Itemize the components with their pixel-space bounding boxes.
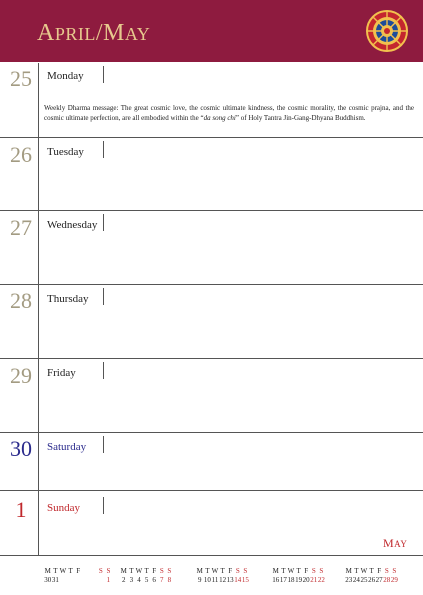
divider: [0, 358, 423, 359]
weekday-label: F: [377, 567, 382, 575]
dharma-wheel-icon: [365, 9, 409, 53]
date-number: 30: [10, 436, 32, 461]
calendar-date: 24: [352, 576, 360, 584]
calendar-date: [74, 576, 82, 585]
weekday-label: W: [135, 567, 143, 575]
calendar-date: 25: [360, 576, 368, 584]
calendar-date: 6: [152, 576, 156, 584]
calendar-date: 18: [287, 576, 295, 584]
date-number: 1: [15, 497, 27, 522]
mini-calendar-week: [272, 567, 325, 585]
weekday-label: T: [281, 567, 286, 575]
calendar-date: 5: [144, 576, 149, 584]
weekday-label: W: [59, 567, 67, 575]
divider: [0, 432, 423, 433]
calendar-date: 3: [129, 576, 134, 584]
divider: [38, 285, 39, 358]
weekday-label: S: [384, 567, 389, 575]
divider: [38, 63, 39, 137]
mini-calendar-title: MAY: [383, 536, 408, 550]
weekday-label: S: [98, 567, 103, 575]
weekday-label: T: [296, 567, 301, 575]
weekday-label: T: [129, 567, 134, 575]
calendar-date: 13: [226, 576, 234, 584]
weekday-label: T: [354, 567, 359, 575]
weekday-label: T: [144, 567, 149, 575]
header-bar: [0, 0, 423, 62]
weekday-label: M: [345, 567, 352, 575]
calendar-date: 21: [310, 576, 318, 584]
weekday-label: M: [196, 567, 203, 575]
calendar-date: 20: [302, 576, 310, 584]
date-number: 28: [10, 288, 32, 313]
weekday-label: T: [369, 567, 374, 575]
divider: [103, 362, 104, 379]
weekday-label: F: [228, 567, 233, 575]
page-title: APRIL/MAY: [37, 20, 151, 46]
divider: [38, 211, 39, 284]
divider: [38, 359, 39, 432]
divider: [38, 491, 39, 555]
date-number: 25: [10, 66, 32, 91]
calendar-date: [67, 576, 75, 585]
mini-calendar-week: [196, 567, 249, 585]
divider: [0, 210, 423, 211]
weekday-label: M: [120, 567, 127, 575]
weekly-message: Weekly Dharma message: The great cosmic love, the cosmic ultimate kindness, the cosmic morality, the cosmic prajna, and the cosmic ultimate perfection, are all embodied within the “da song chi” of Holy Tantra Jin-Gang-Dhyana Buddhism.: [44, 104, 414, 122]
weekday-label: W: [211, 567, 219, 575]
weekday-label: W: [287, 567, 295, 575]
date-number: 27: [10, 215, 32, 240]
calendar-date: 11: [211, 576, 219, 584]
weekday-label: S: [167, 567, 172, 575]
calendar-date: 2: [122, 576, 126, 584]
divider: [103, 288, 104, 305]
calendar-date: 23: [345, 576, 353, 584]
weekday-label: S: [243, 567, 248, 575]
mini-calendar-week: [120, 567, 173, 585]
weekday-label: S: [319, 567, 324, 575]
calendar-date: 7: [160, 576, 164, 584]
divider: [38, 433, 39, 490]
divider: [0, 490, 423, 491]
weekday-label: S: [159, 567, 164, 575]
divider: [0, 137, 423, 138]
calendar-date: 17: [279, 576, 287, 584]
calendar-date: 12: [219, 576, 227, 584]
calendar-date: 14: [234, 576, 242, 584]
weekday-label: W: [360, 567, 368, 575]
weekday-label: T: [53, 567, 58, 575]
weekday-label: F: [76, 567, 81, 575]
divider: [103, 497, 104, 514]
weekday-label: T: [68, 567, 73, 575]
weekday-label: T: [220, 567, 225, 575]
weekday-label: S: [392, 567, 397, 575]
weekday-label: S: [106, 567, 111, 575]
divider: [0, 284, 423, 285]
divider: [38, 138, 39, 210]
day-name: Tuesday: [47, 146, 84, 158]
calendar-date: 15: [241, 576, 249, 584]
divider: [0, 555, 423, 556]
day-name: Wednesday: [47, 219, 98, 231]
divider: [103, 436, 104, 453]
calendar-date: [97, 576, 105, 585]
calendar-date: 26: [368, 576, 376, 584]
weekday-label: F: [152, 567, 157, 575]
calendar-date: 29: [390, 576, 398, 584]
mini-calendar-week: [345, 567, 398, 585]
calendar-date: 1: [106, 576, 111, 584]
mini-calendar-week: [97, 567, 112, 585]
calendar-date: 4: [137, 576, 141, 584]
day-name: Sunday: [47, 502, 80, 514]
calendar-date: 31: [51, 576, 59, 584]
weekday-label: M: [272, 567, 279, 575]
day-name: Saturday: [47, 441, 87, 453]
calendar-date: 8: [167, 576, 172, 584]
calendar-date: [59, 576, 67, 585]
divider: [103, 66, 104, 83]
divider: [103, 214, 104, 231]
calendar-date: 19: [295, 576, 303, 584]
weekday-label: F: [304, 567, 309, 575]
day-name: Monday: [47, 70, 84, 82]
mini-calendar-week: [44, 567, 82, 585]
weekday-label: M: [44, 567, 51, 575]
calendar-date: 16: [272, 576, 280, 584]
weekday-label: T: [205, 567, 210, 575]
calendar-date: 27: [375, 576, 383, 584]
divider: [103, 141, 104, 158]
day-name: Thursday: [47, 293, 89, 305]
calendar-date: 9: [198, 576, 202, 584]
calendar-date: 22: [317, 576, 325, 584]
weekday-label: S: [235, 567, 240, 575]
day-name: Friday: [47, 367, 76, 379]
calendar-date: 28: [383, 576, 391, 584]
date-number: 26: [10, 142, 32, 167]
date-number: 29: [10, 363, 32, 388]
calendar-date: 10: [203, 576, 211, 584]
calendar-date: 30: [44, 576, 52, 584]
weekday-label: S: [311, 567, 316, 575]
